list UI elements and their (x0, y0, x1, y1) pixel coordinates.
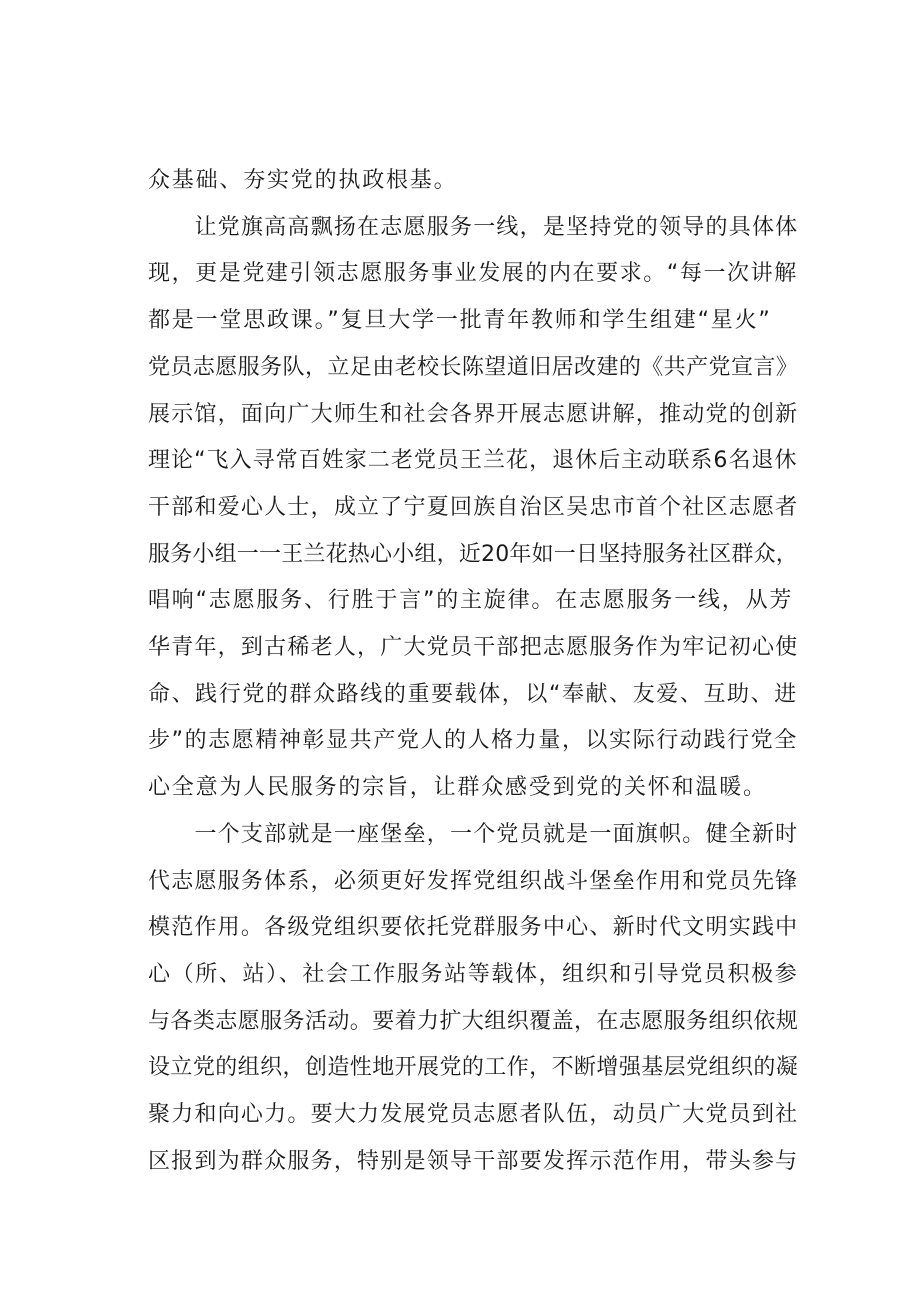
text-line: 一个支部就是一座堡垒，一个党员就是一面旗帜。健全新时 (148, 821, 799, 847)
text-line: 模范作用。各级党组织要依托党群服务中心、新时代文明实践中 (148, 915, 799, 941)
text-line: 干部和爱心人士，成立了宁夏回族自治区吴忠市首个社区志愿者 (148, 494, 799, 520)
text-line: 让党旗高高飘扬在志愿服务一线，是坚持党的领导的具体体 (148, 214, 799, 240)
text-line: 众基础、夯实党的执政根基。 (148, 168, 458, 193)
text-line: 心全意为人民服务的宗旨，让群众感受到党的关怀和温暖。 (148, 775, 767, 801)
text-line: 服务小组一一王兰花热心小组，近20年如一日坚持服务社区群众， (148, 541, 798, 567)
text-line: 理论“飞入寻常百姓家二老党员王兰花，退休后主动联系6名退休 (148, 448, 798, 474)
text-line: 与各类志愿服务活动。要着力扩大组织覆盖，在志愿服务组织依规 (148, 1008, 799, 1034)
text-line: 区报到为群众服务，特别是领导干部要发挥示范作用，带头参与 (148, 1148, 799, 1174)
text-line: 命、践行党的群众路线的重要载体，以“奉献、友爱、互助、进 (148, 681, 798, 707)
text-line: 代志愿服务体系，必须更好发挥党组织战斗堡垒作用和党员先锋 (148, 868, 799, 894)
text-line: 党员志愿服务队，立足由老校长陈望道旧居改建的《共产党宣言》 (148, 354, 799, 380)
text-line: 步”的志愿精神彰显共产党人的人格力量，以实际行动践行党全 (148, 728, 798, 754)
text-line: 华青年，到古稀老人，广大党员干部把志愿服务作为牢记初心使 (148, 635, 799, 660)
text-line: 设立党的组织，创造性地开展党的工作，不断增强基层党组织的凝 (148, 1055, 799, 1081)
text-line: 唱响“志愿服务、行胜于言”的主旋律。在志愿服务一线，从芳 (148, 588, 794, 614)
text-line: 都是一堂思政课。”复旦大学一批青年教师和学生组建“星火” (148, 308, 772, 334)
text-line: 聚力和向心力。要大力发展党员志愿者队伍，动员广大党员到社 (148, 1102, 799, 1127)
text-line: 现，更是党建引领志愿服务事业发展的内在要求。“每一次讲解 (148, 261, 798, 287)
text-line: 心（所、站）、社会工作服务站等载体，组织和引导党员积极参 (148, 961, 799, 987)
text-line: 展示馆，面向广大师生和社会各界开展志愿讲解，推动党的创新 (148, 401, 799, 427)
